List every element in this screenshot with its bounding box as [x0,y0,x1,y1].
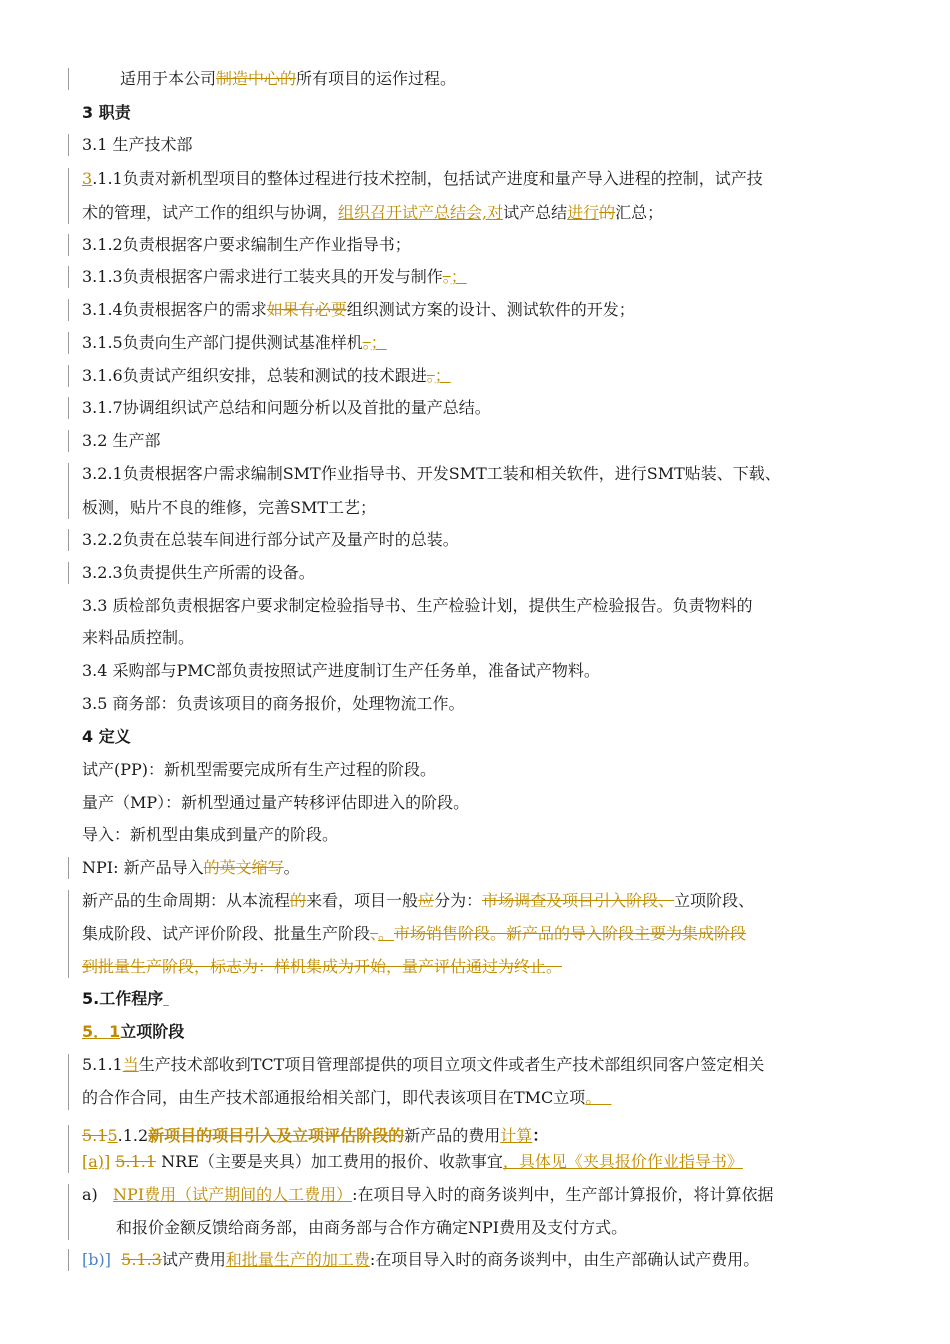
change-bar [68,529,69,551]
change-bar [68,299,69,321]
item-3-3-line-1: 3.3 质检部负责根据客户要求制定检验指导书、生产检验计划，提供生产检验报告。负责物料的 [82,596,753,615]
item-3-2-1-line-2: 板测，贴片不良的维修，完善SMT工艺； [82,498,377,517]
definition-npi: NPI: 新产品导入的英文缩写。 [82,858,300,877]
lifecycle-line-3: 到批量生产阶段，标志为：样机集成为开始，量产评估通过为终止。 [82,957,563,976]
item-3-1-7: 3.1.7协调组织试产总结和问题分析以及首批的量产总结。 [82,398,491,417]
change-bar [68,234,69,256]
item-3-2-2: 3.2.2负责在总装车间进行部分试产及量产时的总装。 [82,530,459,549]
change-bar [68,1125,69,1173]
lifecycle-line-2: 集成阶段、试产评价阶段、批量生产阶段、。市场销售阶段。新产品的导入阶段主要为集成阶段 [82,924,747,943]
change-bar [68,332,69,354]
item-5-1-1-line-2: 的合作合同，由生产技术部通报给相关部门，即代表该项目在TMC立项。 [82,1088,602,1107]
item-3-1-4: 3.1.4负责根据客户的需求如果有必要组织测试方案的设计、测试软件的开发； [82,300,635,319]
section-4-heading: 4 定义 [82,727,131,746]
item-3-2-1-line-1: 3.2.1负责根据客户需求编制SMT作业指导书、开发SMT工装和相关软件，进行SMT贴装、下载、 [82,464,781,483]
item-3-2-3: 3.2.3负责提供生产所需的设备。 [82,563,315,582]
item-3-1-5: 3.1.5负责向生产部门提供测试基准样机。； [82,333,387,352]
change-bar [68,134,69,156]
change-bar [68,463,69,519]
change-bar [68,266,69,288]
item-5-1-1-line-1: 5.1.1当生产技术部收到TCT项目管理部提供的项目立项文件或者生产技术部组织同客户签定相关 [82,1055,765,1074]
section-3-heading: 3 职责 [82,103,131,122]
item-npi-fee-line-2: 和报价金额反馈给商务部，由商务部与合作方确定NPI费用及支付方式。 [116,1218,628,1237]
section-3-2-heading: 3.2 生产部 [82,431,161,450]
item-3-4: 3.4 采购部与PMC部负责按照试产进度制订生产任务单，准备试产物料。 [82,661,600,680]
change-bar [68,890,69,978]
item-3-1-3: 3.1.3负责根据客户需求进行工装夹具的开发与制作。； [82,267,467,286]
change-bar [68,562,69,584]
definition-import: 导入：新机型由集成到量产的阶段。 [82,825,339,844]
item-3-1-6: 3.1.6负责试产组织安排，总装和测试的技术跟进。； [82,366,451,385]
item-3-3-line-2: 来料品质控制。 [82,628,195,647]
change-bar [68,397,69,419]
change-bar [68,168,69,224]
definition-pp: 试产(PP)：新机型需要完成所有生产过程的阶段。 [82,760,437,779]
item-npi-fee-line-1: a) NPI费用（试产期间的人工费用）:在项目导入时的商务谈判中，生产部计算报价，将计算依据 [82,1185,774,1204]
item-3-1-1-line-1: 3.1.1负责对新机型项目的整体过程进行技术控制，包括试产进度和量产导入进程的控制，试产技 [82,169,763,188]
change-bar [68,430,69,452]
item-3-5: 3.5 商务部：负责该项目的商务报价，处理物流工作。 [82,694,465,713]
change-bar [68,1184,69,1240]
item-trial-fee: [b)] 5.1.3试产费用和批量生产的加工费:在项目导入时的商务谈判中，由生产部确认试产费用。 [82,1250,760,1269]
change-bar [68,68,69,90]
item-5-1-2-a-nre: [a)] 5.1.1 NRE（主要是夹具）加工费用的报价、收款事宜，具体见《夹具报价作业指导书》 [82,1152,743,1171]
lifecycle-line-1: 新产品的生命周期：从本流程的来看，项目一般应分为：市场调查及项目引入阶段、立项阶段、 [82,891,755,910]
change-bar [68,1054,69,1110]
section-5-heading: 5.工作程序 [82,989,164,1008]
change-bar [68,1249,69,1271]
section-3-1-heading: 3.1 生产技术部 [82,135,193,154]
change-bar [68,365,69,387]
item-5-1-2: 5.15.1.2新项目的项目引入及立项评估阶段的新产品的费用计算： [82,1126,549,1145]
change-bar [68,857,69,879]
section-5-1-heading: 5．1立项阶段 [82,1022,185,1041]
scope-paragraph: 适用于本公司制造中心的所有项目的运作过程。 [120,69,457,88]
item-3-1-1-line-2: 术的管理，试产工作的组织与协调，组织召开试产总结会,对试产总结进行的汇总； [82,203,664,222]
definition-mp: 量产（MP）：新机型通过量产转移评估即进入的阶段。 [82,793,470,812]
item-3-1-2: 3.1.2负责根据客户要求编制生产作业指导书； [82,235,411,254]
